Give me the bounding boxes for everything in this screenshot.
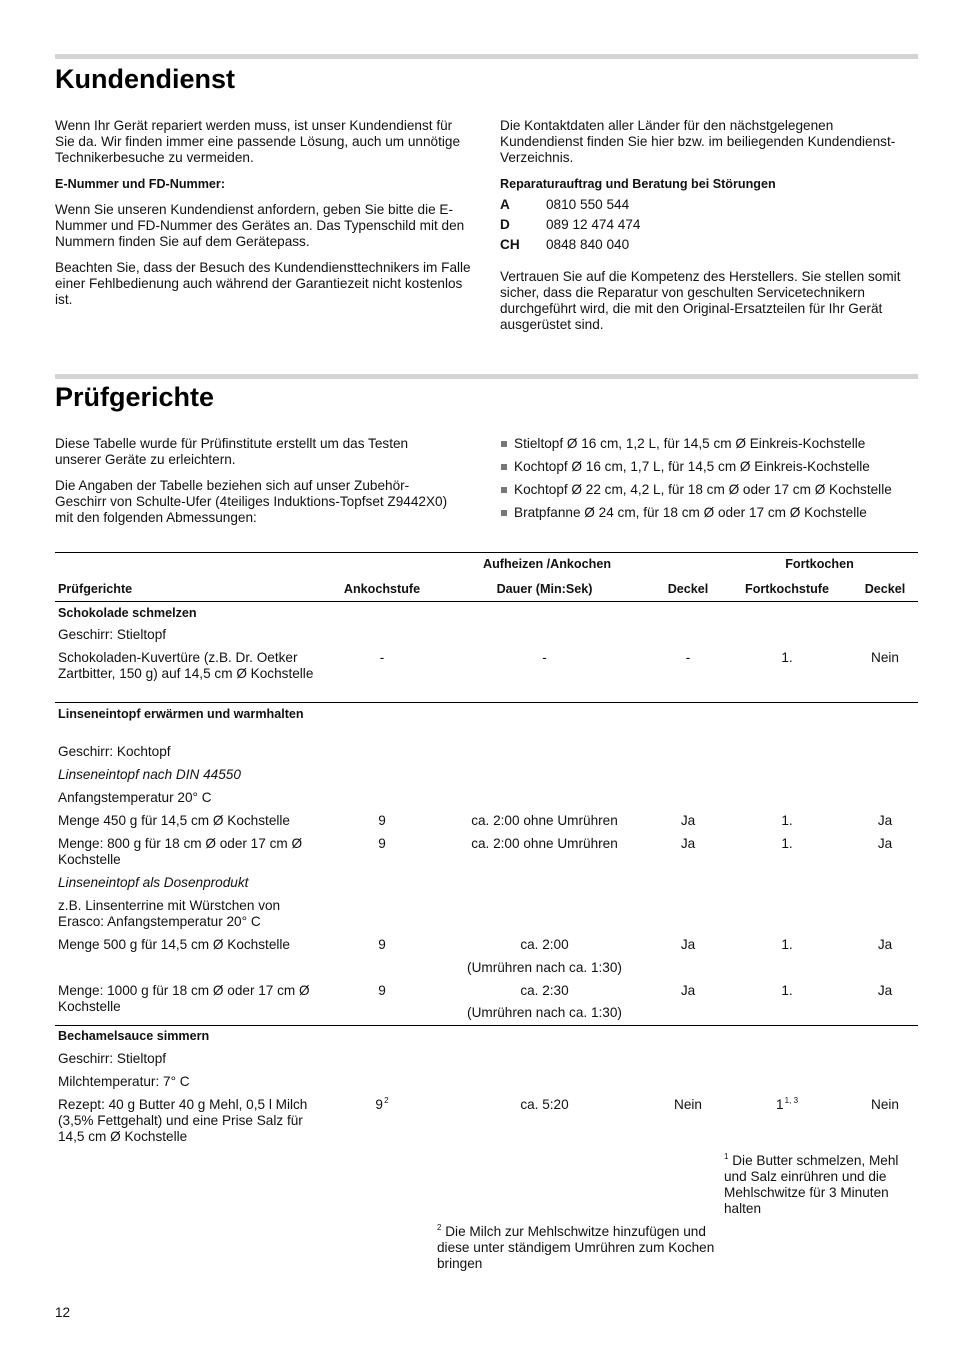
paragraph: Die Angaben der Tabelle beziehen sich auf unser Zubehör-Geschirr von Schulte-Ufer (4teiliges Induktions-Topfset Z9442X0) mit den folgenden Abmessungen: (55, 478, 448, 525)
lid-value: Ja (680, 813, 696, 828)
paragraph: Wenn Sie unseren Kundendienst anfordern, geben Sie bitte die E-Nummer und FD-Nummer des Gerätes an. Das Typenschild mit den Nummern finden Sie auf dem Gerätepass. (55, 202, 465, 249)
dish-description: Menge: 800 g für 18 cm Ø oder 17 cm Ø Kochstelle (58, 836, 303, 867)
table-rule (55, 702, 918, 703)
lid-value: Ja (877, 813, 893, 828)
column-header: Prüfgerichte (58, 582, 133, 596)
bullet-icon (501, 510, 507, 516)
table-rule (55, 1025, 918, 1026)
page-number: 12 (55, 1305, 71, 1320)
paragraph: Vertrauen Sie auf die Kompetenz des Herstellers. Sie stellen somit sicher, dass die Reparatur von geschulten Servicetechnikern durchgeführt wird, die mit den Original-Ersatzteilen für Ihr Gerät ausgerüstet sind. (500, 269, 901, 332)
section-title: Linseneintopf erwärmen und warmhalten (58, 707, 304, 721)
product-note: z.B. Linsenterrine mit Würstchen von Erasco: Anfangstemperatur 20° C (58, 898, 281, 929)
ankochstufe-value: - (379, 650, 385, 665)
contact-row (500, 217, 918, 233)
duration-value: ca. 2:30 (520, 983, 569, 998)
cookware-label: Geschirr: Kochtopf (58, 744, 171, 759)
duration-value: ca. 2:00 ohne Umrühren (471, 813, 618, 828)
list-item: Kochtopf Ø 22 cm, 4,2 L, für 18 cm Ø oder 17 cm Ø Kochstelle (500, 482, 918, 498)
list-item: Kochtopf Ø 16 cm, 1,7 L, für 14,5 cm Ø Einkreis-Kochstelle (500, 459, 918, 475)
ankochstufe-value: 9 (378, 813, 386, 828)
contact-row (500, 237, 918, 253)
lid-value: Ja (877, 983, 893, 998)
fortkochstufe-value: 1. (781, 836, 793, 851)
section-rule (55, 54, 918, 59)
section-title: Schokolade schmelzen (58, 606, 197, 620)
country-code: D (500, 217, 510, 232)
milk-temperature: Milchtemperatur: 7° C (58, 1074, 190, 1089)
pruefgerichte-title: Prüfgerichte (55, 382, 215, 412)
column-header: Ankochstufe (343, 582, 421, 596)
country-code: A (500, 197, 510, 212)
subheading: E-Nummer und FD-Nummer: (55, 177, 226, 191)
kundendienst-left-column (55, 118, 475, 318)
ankochstufe-value: 9 (378, 983, 386, 998)
ankochstufe-value: 9 $^2$ (375, 1096, 389, 1112)
column-header: Deckel (667, 582, 709, 596)
lid-value: Ja (680, 983, 696, 998)
contact-row (500, 197, 918, 213)
cookware-list (500, 436, 918, 528)
lid-value: Nein (871, 1097, 899, 1112)
ankochstufe-value: 9 (378, 836, 386, 851)
dish-description: Menge 450 g für 14,5 cm Ø Kochstelle (58, 813, 290, 828)
table-rule (55, 552, 918, 553)
table-rule (55, 601, 918, 602)
footnote: $^2$ Die Milch zur Mehlschwitze hinzufügen und diese unter ständigem Umrühren zum Kochen bringen (437, 1223, 715, 1271)
lid-value: Ja (680, 836, 696, 851)
stir-note: (Umrühren nach ca. 1:30) (467, 960, 622, 975)
footnote-ref: 1, 3 (784, 1096, 799, 1105)
phone-number[interactable]: 0810 550 544 (546, 197, 630, 212)
bullet-icon (501, 441, 507, 447)
lid-value: Nein (871, 650, 899, 665)
kundendienst-title: Kundendienst (55, 64, 235, 94)
list-item: Stieltopf Ø 16 cm, 1,2 L, für 14,5 cm Ø Einkreis-Kochstelle (500, 436, 918, 452)
duration-value: ca. 5:20 (520, 1097, 569, 1112)
fortkochstufe-value: 1. (781, 650, 793, 665)
section-title: Bechamelsauce simmern (58, 1029, 210, 1043)
paragraph: Die Kontaktdaten aller Länder für den nächstgelegenen Kundendienst finden Sie hier bzw. im beiliegenden Kundendienst-Verzeichnis. (500, 118, 896, 165)
fortkochstufe-value: 1. (781, 937, 793, 952)
fortkochstufe-value: 1 $^{1, 3}$ (775, 1096, 799, 1112)
country-code: CH (500, 237, 520, 252)
subsection-label: Linseneintopf als Dosenprodukt (58, 875, 249, 890)
stir-note: (Umrühren nach ca. 1:30) (467, 1005, 622, 1020)
duration-value: ca. 2:00 ohne Umrühren (471, 836, 618, 851)
dish-description: Menge: 1000 g für 18 cm Ø oder 17 cm Ø Kochstelle (58, 983, 310, 1014)
group-header-heat: Aufheizen /Ankochen (482, 557, 612, 571)
cookware-label: Geschirr: Stieltopf (58, 627, 167, 642)
phone-number[interactable]: 089 12 474 474 (546, 217, 641, 232)
column-header: Dauer (Min:Sek) (496, 582, 593, 596)
lid-value: Ja (877, 836, 893, 851)
footnote-ref: 2 (384, 1096, 389, 1105)
lid-value: Ja (877, 937, 893, 952)
lid-value: Nein (674, 1097, 702, 1112)
dish-description: Schokoladen-Kuvertüre (z.B. Dr. Oetker Zartbitter, 150 g) auf 14,5 cm Ø Kochstelle (58, 650, 314, 681)
paragraph: Diese Tabelle wurde für Prüfinstitute erstellt um das Testen unserer Geräte zu erleichtern. (55, 436, 409, 467)
column-header: Deckel (864, 582, 906, 596)
bullet-icon (501, 487, 507, 493)
bullet-icon (501, 464, 507, 470)
start-temperature: Anfangstemperatur 20° C (58, 790, 212, 805)
duration-value: ca. 2:00 (520, 937, 569, 952)
dish-description: Rezept: 40 g Butter 40 g Mehl, 0,5 l Milch (3,5% Fettgehalt) und eine Prise Salz für 14,5 cm Ø Kochstelle (58, 1097, 308, 1144)
lid-value: - (685, 650, 691, 665)
footnote: $^1$ Die Butter schmelzen, Mehl und Salz einrühren und die Mehlschwitze für 3 Minuten halten (724, 1152, 899, 1216)
paragraph: Wenn Ihr Gerät repariert werden muss, ist unser Kundendienst für Sie da. Wir finden immer eine passende Lösung, auch um unnötige Technikerbesuche zu vermeiden. (55, 118, 461, 165)
dish-description: Menge 500 g für 14,5 cm Ø Kochstelle (58, 937, 290, 952)
duration-value: - (542, 650, 547, 665)
group-header-cook: Fortkochen (785, 557, 854, 571)
paragraph: Beachten Sie, dass der Besuch des Kundendiensttechnikers im Falle einer Fehlbedienung auch während der Garantiezeit nicht kostenlos ist. (55, 260, 471, 307)
column-header: Fortkochstufe (745, 582, 829, 596)
list-item: Bratpfanne Ø 24 cm, für 18 cm Ø oder 17 cm Ø Kochstelle (500, 505, 918, 521)
pruefgerichte-intro (55, 436, 455, 536)
fortkochstufe-value: 1. (781, 813, 793, 828)
kundendienst-right-column (500, 118, 918, 343)
phone-number[interactable]: 0848 840 040 (546, 237, 630, 252)
ankochstufe-value: 9 (378, 937, 386, 952)
lid-value: Ja (680, 937, 696, 952)
fortkochstufe-value: 1. (781, 983, 793, 998)
subheading: Reparaturauftrag und Beratung bei Störungen (500, 177, 776, 191)
cookware-label: Geschirr: Stieltopf (58, 1051, 167, 1066)
subsection-label: Linseneintopf nach DIN 44550 (58, 767, 241, 782)
section-rule (55, 374, 918, 379)
